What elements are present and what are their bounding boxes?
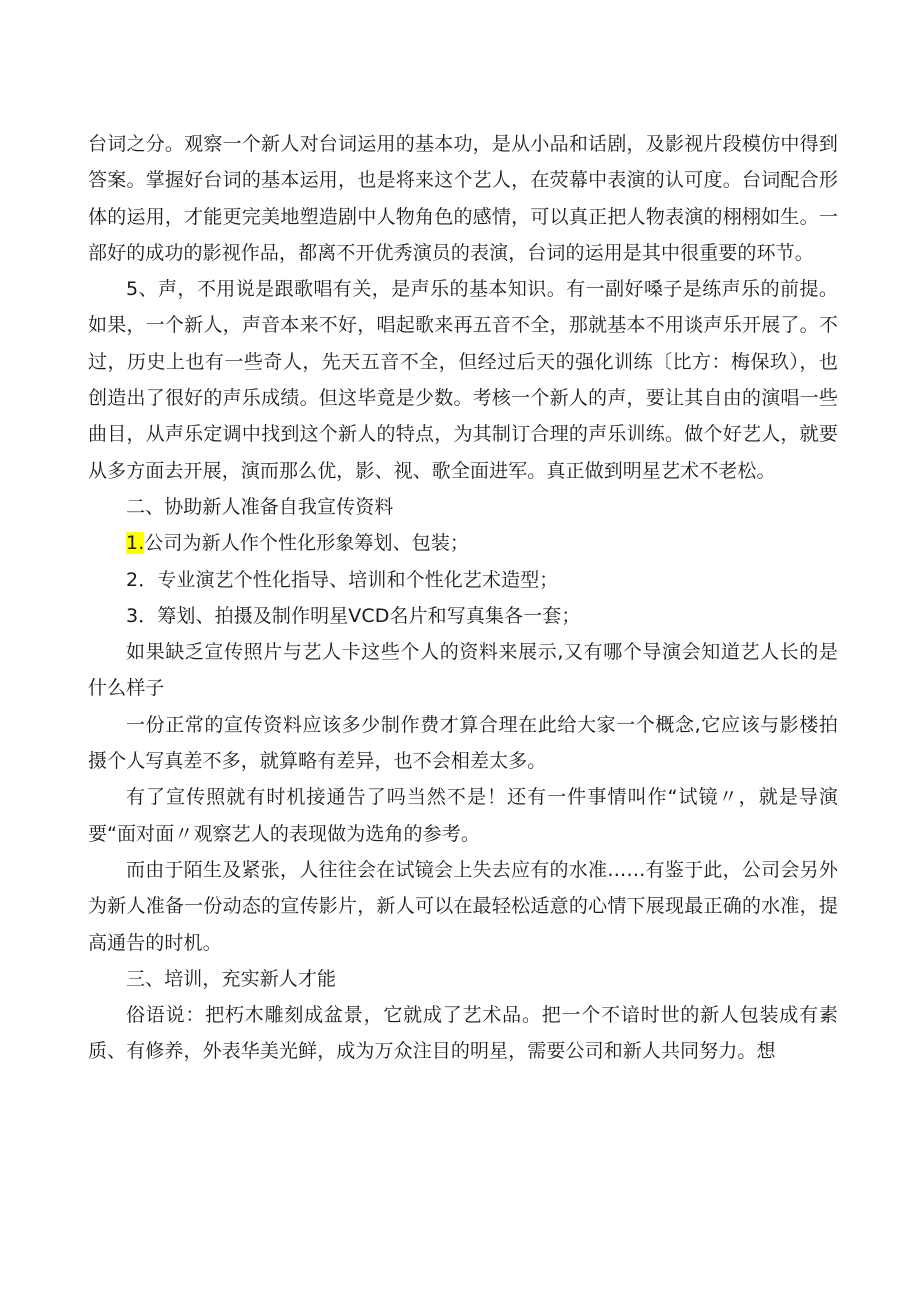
paragraph-audition: 有了宣传照就有时机接通告了吗当然不是！还有一件事情叫作“试镜〃，就是导演要“面对面〃观察艺人的表现做为选角的参考。 <box>88 786 838 845</box>
paragraph-lines: 台词之分。观察一个新人对台词运用的基本功，是从小品和话剧，及影视片段模仿中得到答案。掌握好台词的基本运用，也是将来这个艺人，在荧幕中表演的认可度。台词配合形体的运用，才能更完美地塑造剧中人物角色的感情，可以真正把人物表演的栩栩如生。一部好的成功的影视作品，都离不开优秀演员的表演，台词的运用是其中很重要的环节。 <box>88 133 838 264</box>
highlighted-number: 1. <box>126 532 145 555</box>
list-item-2: 2．专业演艺个性化指导、培训和个性化艺术造型； <box>126 568 559 591</box>
section-heading-2: 二、协助新人准备自我宣传资料 <box>126 495 394 518</box>
paragraph-voice: 5、声，不用说是跟歌唱有关，是声乐的基本知识。有一副好嗓子是练声乐的前提。如果，一个新人，声音本来不好，唱起歌来再五音不全，那就基本不用谈声乐开展了。不过，历史上也有一些奇人，先天五音不全，但经过后天的强化训练〔比方：梅保玖），也创造出了很好的声乐成绩。但这毕竟是少数。考核一个新人的声，要让其自由的演唱一些曲目，从声乐定调中找到这个新人的特点，为其制订合理的声乐训练。做个好艺人，就要从多方面去开展，演而那么优，影、视、歌全面进军。真正做到明星艺术不老松。 <box>88 278 838 482</box>
document-page <box>88 126 838 1070</box>
paragraph-video: 而由于陌生及紧张，人往往会在试镜会上失去应有的水准……有鉴于此，公司会另外为新人准备一份动态的宣传影片，新人可以在最轻松适意的心情下展现最正确的水准，提高通告的时机。 <box>88 858 838 954</box>
list-item-3: 3．筹划、拍摄及制作明星VCD名片和写真集各一套； <box>126 604 581 627</box>
section-heading-3: 三、培训，充实新人才能 <box>126 967 337 990</box>
list-item-1-text: 公司为新人作个性化形象筹划、包装； <box>144 532 470 555</box>
paragraph-cost: 一份正常的宣传资料应该多少制作费才算合理在此给大家一个概念,它应该与影楼拍摄个人写真差不多，就算略有差异，也不会相差太多。 <box>88 713 838 773</box>
paragraph-photos: 如果缺乏宣传照片与艺人卡这些个人的资料来展示,又有哪个导演会知道艺人长的是什么样子 <box>88 641 838 700</box>
list-item-1 <box>88 525 838 561</box>
paragraph-training: 俗语说：把朽木雕刻成盆景，它就成了艺术品。把一个不谙时世的新人包装成有素质、有修养，外表华美光鲜，成为万众注目的明星，需要公司和新人共同努力。想 <box>88 1004 838 1063</box>
